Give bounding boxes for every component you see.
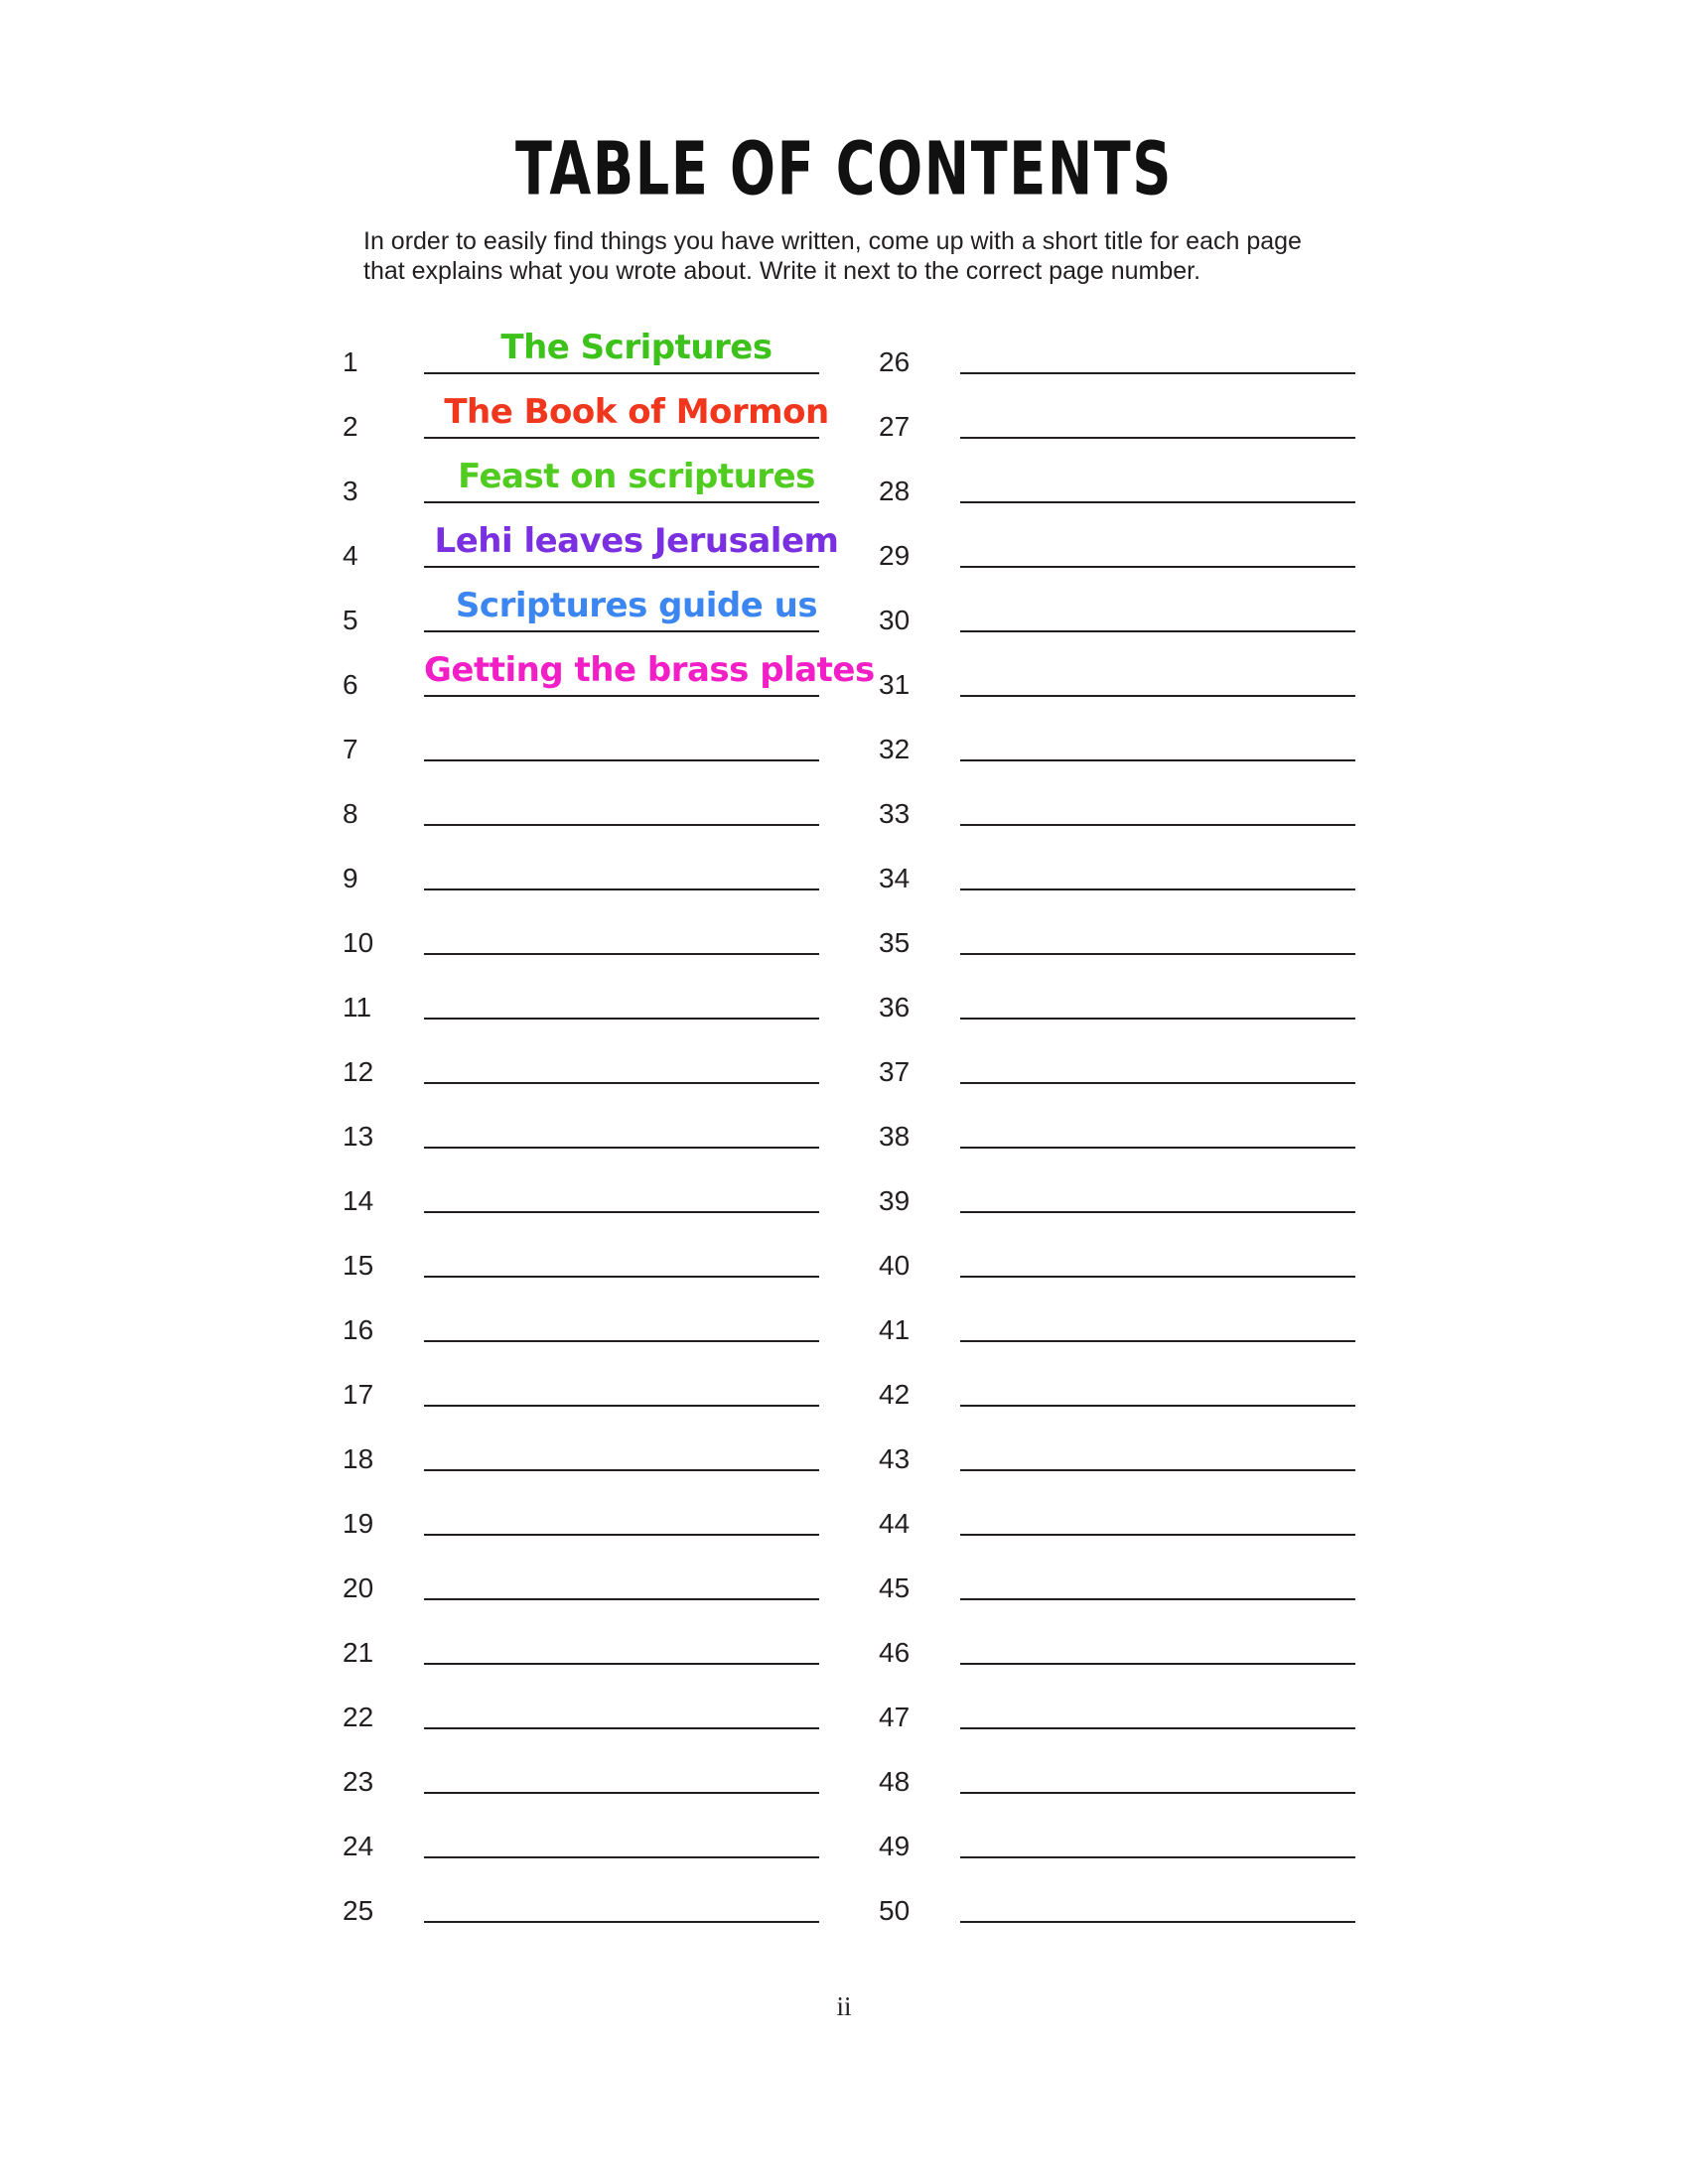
page-index-number: 45 bbox=[879, 1572, 911, 1603]
title-write-line[interactable] bbox=[424, 1663, 819, 1665]
instructions-line-2: that explains what you wrote about. Write it next to the correct page number. bbox=[363, 257, 1201, 285]
title-write-line[interactable] bbox=[424, 1598, 819, 1600]
contents-row bbox=[343, 1281, 819, 1345]
contents-row bbox=[343, 1539, 819, 1603]
contents-row bbox=[879, 1410, 1355, 1474]
contents-row bbox=[879, 829, 1355, 893]
page-index-number: 26 bbox=[879, 346, 911, 377]
page-index-number: 3 bbox=[343, 476, 358, 506]
title-write-line[interactable] bbox=[424, 1727, 819, 1729]
title-write-line[interactable] bbox=[424, 1211, 819, 1213]
title-write-line[interactable] bbox=[424, 1147, 819, 1149]
page-index-number: 17 bbox=[343, 1379, 374, 1410]
contents-row bbox=[879, 764, 1355, 829]
handwritten-title: The Book of Mormon bbox=[444, 392, 829, 432]
page-index-number: 7 bbox=[343, 734, 358, 764]
title-write-line[interactable] bbox=[960, 953, 1355, 955]
page-index-number: 48 bbox=[879, 1766, 911, 1797]
handwritten-title: Feast on scriptures bbox=[458, 457, 815, 496]
page-index-number: 12 bbox=[343, 1056, 374, 1087]
page-index-number: 50 bbox=[879, 1895, 911, 1926]
contents-row bbox=[343, 1797, 819, 1861]
contents-row bbox=[343, 1345, 819, 1410]
contents-row bbox=[343, 571, 819, 635]
title-write-line[interactable] bbox=[424, 1856, 819, 1858]
contents-row bbox=[879, 1216, 1355, 1281]
title-write-line[interactable] bbox=[960, 1276, 1355, 1278]
contents-row bbox=[343, 1023, 819, 1087]
title-write-line[interactable] bbox=[960, 437, 1355, 439]
title-write-line[interactable] bbox=[424, 1921, 819, 1923]
contents-row bbox=[343, 893, 819, 958]
page-title: TABLE OF CONTENTS bbox=[515, 126, 1173, 212]
page-index-number: 42 bbox=[879, 1379, 911, 1410]
page-index-number: 47 bbox=[879, 1702, 911, 1732]
page-index-number: 43 bbox=[879, 1443, 911, 1474]
page-index-number: 36 bbox=[879, 992, 911, 1023]
contents-row bbox=[879, 1281, 1355, 1345]
title-write-line[interactable] bbox=[960, 759, 1355, 761]
title-write-line[interactable] bbox=[424, 1469, 819, 1471]
page-index-number: 2 bbox=[343, 411, 358, 442]
contents-row bbox=[343, 635, 875, 700]
contents-row bbox=[879, 1797, 1355, 1861]
handwritten-title: The Scriptures bbox=[500, 328, 773, 367]
page-index-number: 13 bbox=[343, 1121, 374, 1152]
title-write-line[interactable] bbox=[424, 437, 819, 439]
page-index-number: 31 bbox=[879, 669, 911, 700]
contents-row bbox=[879, 1087, 1355, 1152]
contents-row bbox=[879, 506, 1355, 571]
title-write-line[interactable] bbox=[960, 824, 1355, 826]
title-write-line[interactable] bbox=[960, 1082, 1355, 1084]
page-index-number: 34 bbox=[879, 863, 911, 893]
contents-row bbox=[343, 1603, 819, 1668]
page-index-number: 8 bbox=[343, 798, 358, 829]
title-write-line[interactable] bbox=[960, 1663, 1355, 1665]
title-write-line[interactable] bbox=[424, 372, 819, 374]
page-index-number: 21 bbox=[343, 1637, 374, 1668]
contents-row bbox=[343, 1152, 819, 1216]
page-index-number: 14 bbox=[343, 1185, 374, 1216]
title-write-line[interactable] bbox=[960, 372, 1355, 374]
title-write-line[interactable] bbox=[960, 501, 1355, 503]
page-index-number: 40 bbox=[879, 1250, 911, 1281]
contents-row bbox=[879, 1668, 1355, 1732]
page-index-number: 11 bbox=[343, 992, 372, 1023]
title-write-line[interactable] bbox=[424, 501, 819, 503]
title-write-line[interactable] bbox=[960, 1598, 1355, 1600]
page-index-number: 22 bbox=[343, 1702, 374, 1732]
title-write-line[interactable] bbox=[960, 1147, 1355, 1149]
contents-row bbox=[879, 377, 1355, 442]
contents-row bbox=[879, 442, 1355, 506]
page-index-number: 41 bbox=[879, 1314, 911, 1345]
page-index-number: 32 bbox=[879, 734, 911, 764]
title-write-line[interactable] bbox=[960, 888, 1355, 890]
handwritten-title: Lehi leaves Jerusalem bbox=[434, 521, 839, 561]
contents-row bbox=[879, 1603, 1355, 1668]
contents-row bbox=[879, 635, 1355, 700]
contents-row bbox=[343, 377, 829, 442]
title-write-line[interactable] bbox=[424, 630, 819, 632]
title-write-line[interactable] bbox=[960, 1856, 1355, 1858]
page-index-number: 49 bbox=[879, 1831, 911, 1861]
contents-row bbox=[879, 1023, 1355, 1087]
title-write-line[interactable] bbox=[960, 1018, 1355, 1020]
title-write-line[interactable] bbox=[960, 1405, 1355, 1407]
contents-row bbox=[879, 313, 1355, 377]
contents-row bbox=[343, 1861, 819, 1926]
page-index-number: 25 bbox=[343, 1895, 374, 1926]
contents-row bbox=[879, 1345, 1355, 1410]
page-index-number: 35 bbox=[879, 927, 911, 958]
page-index-number: 20 bbox=[343, 1572, 374, 1603]
contents-row bbox=[879, 1474, 1355, 1539]
contents-row bbox=[879, 958, 1355, 1023]
page-index-number: 16 bbox=[343, 1314, 374, 1345]
page-index-number: 19 bbox=[343, 1508, 374, 1539]
contents-row bbox=[343, 313, 819, 377]
title-write-line[interactable] bbox=[960, 1340, 1355, 1342]
page-index-number: 23 bbox=[343, 1766, 374, 1797]
contents-row bbox=[879, 893, 1355, 958]
page-index-number: 37 bbox=[879, 1056, 911, 1087]
page-index-number: 10 bbox=[343, 927, 374, 958]
title-write-line[interactable] bbox=[424, 1534, 819, 1536]
title-write-line[interactable] bbox=[424, 953, 819, 955]
title-write-line[interactable] bbox=[960, 1211, 1355, 1213]
page-index-number: 5 bbox=[343, 605, 358, 635]
contents-row bbox=[343, 1474, 819, 1539]
page-index-number: 1 bbox=[343, 346, 358, 377]
contents-row bbox=[879, 1861, 1355, 1926]
title-write-line[interactable] bbox=[960, 1921, 1355, 1923]
page-index-number: 9 bbox=[343, 863, 358, 893]
title-write-line[interactable] bbox=[424, 1276, 819, 1278]
contents-row bbox=[343, 1410, 819, 1474]
contents-row bbox=[879, 571, 1355, 635]
title-write-line[interactable] bbox=[960, 1534, 1355, 1536]
contents-row bbox=[343, 506, 839, 571]
contents-row bbox=[343, 958, 819, 1023]
contents-row bbox=[879, 700, 1355, 764]
page-index-number: 24 bbox=[343, 1831, 374, 1861]
handwritten-title: Scriptures guide us bbox=[455, 586, 818, 625]
title-write-line[interactable] bbox=[424, 888, 819, 890]
page-index-number: 46 bbox=[879, 1637, 911, 1668]
page-index-number: 29 bbox=[879, 540, 911, 571]
contents-row bbox=[879, 1539, 1355, 1603]
title-write-line[interactable] bbox=[960, 630, 1355, 632]
page-index-number: 27 bbox=[879, 411, 911, 442]
contents-row bbox=[343, 1216, 819, 1281]
title-write-line[interactable] bbox=[424, 1018, 819, 1020]
contents-row bbox=[343, 700, 819, 764]
contents-row bbox=[343, 1732, 819, 1797]
title-write-line[interactable] bbox=[960, 695, 1355, 697]
contents-row bbox=[343, 1668, 819, 1732]
handwritten-title: Getting the brass plates bbox=[424, 650, 875, 690]
title-write-line[interactable] bbox=[424, 1340, 819, 1342]
title-write-line[interactable] bbox=[960, 1792, 1355, 1794]
page-index-number: 38 bbox=[879, 1121, 911, 1152]
title-write-line[interactable] bbox=[424, 566, 819, 568]
instructions bbox=[363, 226, 1376, 286]
contents-row bbox=[343, 764, 819, 829]
page-index-number: 4 bbox=[343, 540, 358, 571]
title-write-line[interactable] bbox=[960, 566, 1355, 568]
page-index-number: 39 bbox=[879, 1185, 911, 1216]
page-index-number: 44 bbox=[879, 1508, 911, 1539]
page-index-number: 18 bbox=[343, 1443, 374, 1474]
instructions-line-1: In order to easily find things you have written, come up with a short title for each page bbox=[363, 227, 1302, 255]
title-write-line[interactable] bbox=[424, 1792, 819, 1794]
contents-row bbox=[343, 1087, 819, 1152]
contents-row bbox=[343, 442, 819, 506]
title-write-line[interactable] bbox=[960, 1727, 1355, 1729]
page-index-number: 6 bbox=[343, 669, 358, 700]
title-write-line[interactable] bbox=[960, 1469, 1355, 1471]
title-write-line[interactable] bbox=[424, 759, 819, 761]
contents-row bbox=[879, 1152, 1355, 1216]
page-index-number: 28 bbox=[879, 476, 911, 506]
page-index-number: 33 bbox=[879, 798, 911, 829]
page-index-number: 15 bbox=[343, 1250, 374, 1281]
title-write-line[interactable] bbox=[424, 695, 819, 697]
title-write-line[interactable] bbox=[424, 1405, 819, 1407]
title-write-line[interactable] bbox=[424, 824, 819, 826]
page-index-number: 30 bbox=[879, 605, 911, 635]
title-write-line[interactable] bbox=[424, 1082, 819, 1084]
contents-row bbox=[879, 1732, 1355, 1797]
page-number: ii bbox=[836, 1991, 852, 2021]
contents-row bbox=[343, 829, 819, 893]
